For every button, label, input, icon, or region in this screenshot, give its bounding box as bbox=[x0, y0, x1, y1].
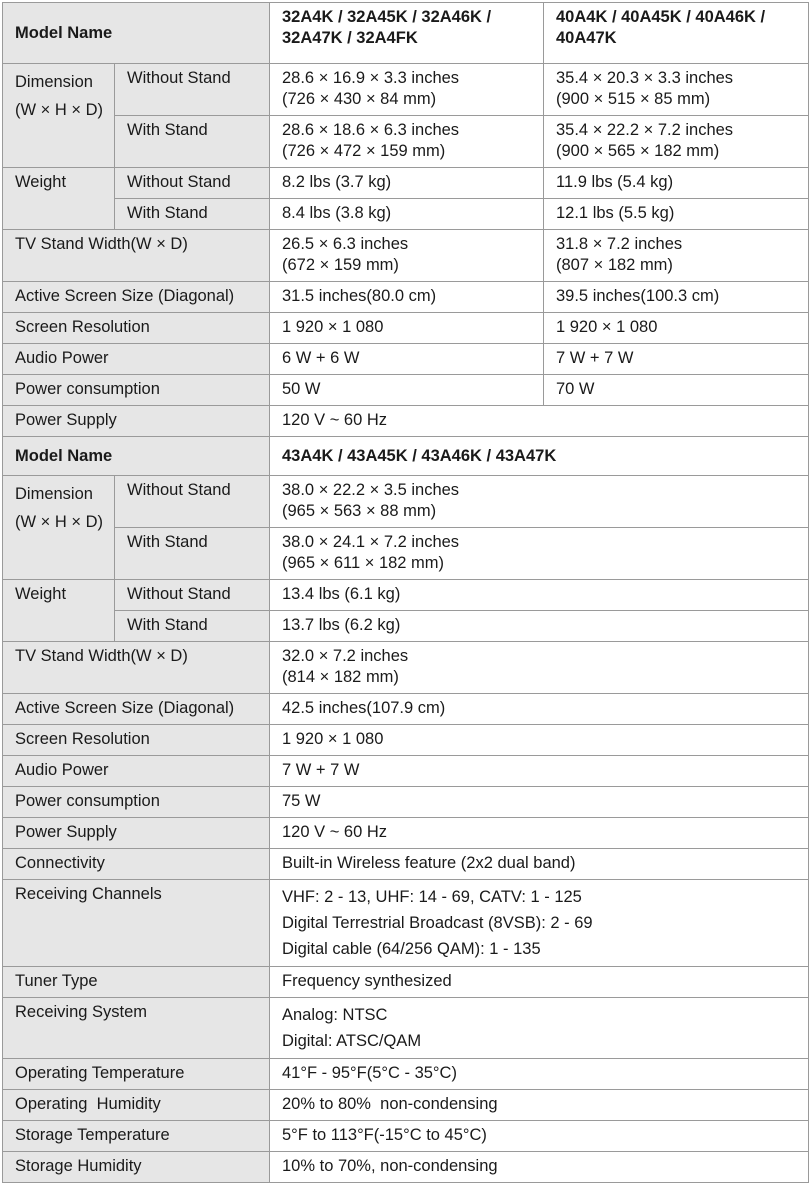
op-humidity-row bbox=[3, 1090, 809, 1121]
dimension-with-a: 28.6 × 18.6 × 6.3 inches (726 × 472 × 159 mm) bbox=[270, 116, 544, 168]
consumption-row bbox=[3, 375, 809, 406]
op-humidity-value: 20% to 80% non-condensing bbox=[270, 1090, 809, 1121]
stand-width-a: 26.5 × 6.3 inches (672 × 159 mm) bbox=[270, 230, 544, 282]
with-stand-label: With Stand bbox=[115, 611, 270, 642]
with-stand-label: With Stand bbox=[115, 199, 270, 230]
weight-with-row bbox=[3, 199, 809, 230]
resolution-row-2 bbox=[3, 725, 809, 756]
supply-row-2 bbox=[3, 818, 809, 849]
supply-value: 120 V ~ 60 Hz bbox=[270, 818, 809, 849]
supply-row bbox=[3, 406, 809, 437]
consumption-value: 75 W bbox=[270, 787, 809, 818]
audio-row-2 bbox=[3, 756, 809, 787]
audio-a: 6 W + 6 W bbox=[270, 344, 544, 375]
dimension-without-b: 35.4 × 20.3 × 3.3 inches (900 × 515 × 85 mm) bbox=[544, 64, 809, 116]
screen-size-a: 31.5 inches(80.0 cm) bbox=[270, 282, 544, 313]
resolution-value: 1 920 × 1 080 bbox=[270, 725, 809, 756]
audio-label: Audio Power bbox=[3, 756, 270, 787]
stand-width-b: 31.8 × 7.2 inches (807 × 182 mm) bbox=[544, 230, 809, 282]
connectivity-label: Connectivity bbox=[3, 849, 270, 880]
dimension-without-value: 38.0 × 22.2 × 3.5 inches (965 × 563 × 88 mm) bbox=[270, 476, 809, 528]
tuner-value: Frequency synthesized bbox=[270, 967, 809, 998]
screen-size-label: Active Screen Size (Diagonal) bbox=[3, 282, 270, 313]
model-name-value-b: 40A4K / 40A45K / 40A46K / 40A47K bbox=[544, 3, 809, 64]
dimension-label: Dimension (W × H × D) bbox=[3, 64, 115, 168]
weight-without-value: 13.4 lbs (6.1 kg) bbox=[270, 580, 809, 611]
consumption-label: Power consumption bbox=[3, 787, 270, 818]
weight-with-a: 8.4 lbs (3.8 kg) bbox=[270, 199, 544, 230]
dimension-with-value: 38.0 × 24.1 × 7.2 inches (965 × 611 × 182 mm) bbox=[270, 528, 809, 580]
supply-label: Power Supply bbox=[3, 818, 270, 849]
op-humidity-label: Operating Humidity bbox=[3, 1090, 270, 1121]
system-value: Analog: NTSC Digital: ATSC/QAM bbox=[270, 998, 809, 1059]
supply-label: Power Supply bbox=[3, 406, 270, 437]
stand-width-value: 32.0 × 7.2 inches (814 × 182 mm) bbox=[270, 642, 809, 694]
model-name-value-a: 32A4K / 32A45K / 32A46K / 32A47K / 32A4FK bbox=[270, 3, 544, 64]
system-row bbox=[3, 998, 809, 1059]
model-name-row bbox=[3, 3, 809, 64]
model-name-label: Model Name bbox=[3, 437, 270, 476]
with-stand-label: With Stand bbox=[115, 528, 270, 580]
stand-width-label: TV Stand Width(W × D) bbox=[3, 642, 270, 694]
tuner-row bbox=[3, 967, 809, 998]
channels-row bbox=[3, 880, 809, 967]
consumption-label: Power consumption bbox=[3, 375, 270, 406]
st-temp-value: 5°F to 113°F(-15°C to 45°C) bbox=[270, 1121, 809, 1152]
screen-size-value: 42.5 inches(107.9 cm) bbox=[270, 694, 809, 725]
channels-label: Receiving Channels bbox=[3, 880, 270, 967]
weight-label: Weight bbox=[3, 168, 115, 230]
supply-value: 120 V ~ 60 Hz bbox=[270, 406, 809, 437]
connectivity-row bbox=[3, 849, 809, 880]
with-stand-label: With Stand bbox=[115, 116, 270, 168]
model-name-row-2 bbox=[3, 437, 809, 476]
consumption-row-2 bbox=[3, 787, 809, 818]
without-stand-label: Without Stand bbox=[115, 476, 270, 528]
weight-label: Weight bbox=[3, 580, 115, 642]
resolution-label: Screen Resolution bbox=[3, 313, 270, 344]
without-stand-label: Without Stand bbox=[115, 168, 270, 199]
screen-size-b: 39.5 inches(100.3 cm) bbox=[544, 282, 809, 313]
dimension-without-a: 28.6 × 16.9 × 3.3 inches (726 × 430 × 84 mm) bbox=[270, 64, 544, 116]
consumption-a: 50 W bbox=[270, 375, 544, 406]
dimension-without-row-2 bbox=[3, 476, 809, 528]
weight-without-row-2 bbox=[3, 580, 809, 611]
weight-without-row bbox=[3, 168, 809, 199]
resolution-row bbox=[3, 313, 809, 344]
resolution-a: 1 920 × 1 080 bbox=[270, 313, 544, 344]
screen-size-label: Active Screen Size (Diagonal) bbox=[3, 694, 270, 725]
dimension-without-row bbox=[3, 64, 809, 116]
st-humidity-row bbox=[3, 1152, 809, 1183]
st-humidity-label: Storage Humidity bbox=[3, 1152, 270, 1183]
resolution-b: 1 920 × 1 080 bbox=[544, 313, 809, 344]
st-humidity-value: 10% to 70%, non-condensing bbox=[270, 1152, 809, 1183]
model-name-label: Model Name bbox=[3, 3, 270, 64]
st-temp-row bbox=[3, 1121, 809, 1152]
tuner-label: Tuner Type bbox=[3, 967, 270, 998]
without-stand-label: Without Stand bbox=[115, 580, 270, 611]
resolution-label: Screen Resolution bbox=[3, 725, 270, 756]
system-label: Receiving System bbox=[3, 998, 270, 1059]
stand-width-label: TV Stand Width(W × D) bbox=[3, 230, 270, 282]
dimension-with-row-2 bbox=[3, 528, 809, 580]
weight-without-b: 11.9 lbs (5.4 kg) bbox=[544, 168, 809, 199]
stand-width-row-2 bbox=[3, 642, 809, 694]
audio-label: Audio Power bbox=[3, 344, 270, 375]
screen-size-row-2 bbox=[3, 694, 809, 725]
op-temp-label: Operating Temperature bbox=[3, 1059, 270, 1090]
without-stand-label: Without Stand bbox=[115, 64, 270, 116]
consumption-b: 70 W bbox=[544, 375, 809, 406]
model-name-value: 43A4K / 43A45K / 43A46K / 43A47K bbox=[270, 437, 809, 476]
audio-value: 7 W + 7 W bbox=[270, 756, 809, 787]
op-temp-row bbox=[3, 1059, 809, 1090]
spec-table bbox=[2, 2, 809, 1183]
dimension-with-b: 35.4 × 22.2 × 7.2 inches (900 × 565 × 182 mm) bbox=[544, 116, 809, 168]
screen-size-row bbox=[3, 282, 809, 313]
dimension-label: Dimension (W × H × D) bbox=[3, 476, 115, 580]
connectivity-value: Built-in Wireless feature (2x2 dual band) bbox=[270, 849, 809, 880]
channels-value: VHF: 2 - 13, UHF: 14 - 69, CATV: 1 - 125 Digital Terrestrial Broadcast (8VSB): 2 - 69 Digital cable (64/256 QAM): 1 - 135 bbox=[270, 880, 809, 967]
weight-with-row-2 bbox=[3, 611, 809, 642]
op-temp-value: 41°F - 95°F(5°C - 35°C) bbox=[270, 1059, 809, 1090]
weight-without-a: 8.2 lbs (3.7 kg) bbox=[270, 168, 544, 199]
audio-b: 7 W + 7 W bbox=[544, 344, 809, 375]
audio-row bbox=[3, 344, 809, 375]
weight-with-value: 13.7 lbs (6.2 kg) bbox=[270, 611, 809, 642]
st-temp-label: Storage Temperature bbox=[3, 1121, 270, 1152]
weight-with-b: 12.1 lbs (5.5 kg) bbox=[544, 199, 809, 230]
dimension-with-row bbox=[3, 116, 809, 168]
stand-width-row bbox=[3, 230, 809, 282]
